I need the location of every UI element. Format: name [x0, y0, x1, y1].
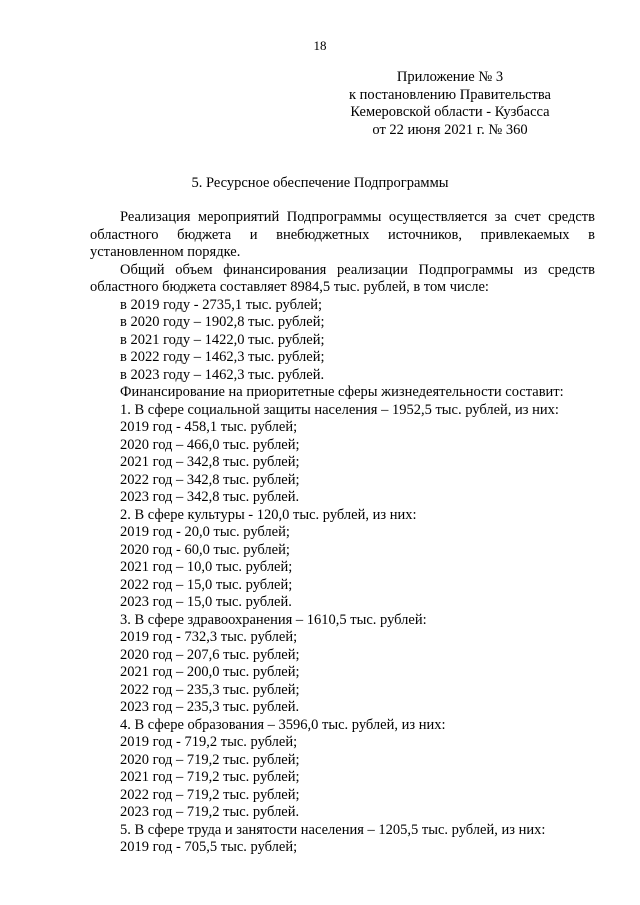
appendix-header: [315, 69, 585, 139]
appendix-line-1: Приложение № 3: [396, 69, 504, 85]
paragraph: Реализация мероприятий Подпрограммы осуществляется за счет средств областного бюджета и внебюджетных источников, привлекаемых в установленном порядке.: [90, 209, 595, 260]
text-line: 2019 год - 458,1 тыс. рублей;: [120, 419, 298, 435]
text-line: 2020 год – 207,6 тыс. рублей;: [120, 646, 300, 663]
appendix-line-3: Кемеровской области - Кузбасса: [350, 104, 550, 120]
text-line: 3. В сфере здравоохранения – 1610,5 тыс. рублей:: [120, 611, 427, 628]
text-line: 2021 год – 342,8 тыс. рублей;: [120, 454, 300, 470]
text-line: 2022 год – 15,0 тыс. рублей;: [120, 576, 293, 593]
text-line: 2021 год – 200,0 тыс. рублей;: [120, 664, 300, 680]
text-line: 2021 год – 719,2 тыс. рублей;: [120, 769, 300, 785]
text-line: 2. В сфере культуры - 120,0 тыс. рублей, из них:: [120, 506, 417, 523]
text-line: 1. В сфере социальной защиты населения – 1952,5 тыс. рублей, из них:: [120, 401, 559, 418]
text-line: 2019 год - 732,3 тыс. рублей;: [120, 629, 298, 645]
appendix-line-4: от 22 июня 2021 г. № 360: [372, 121, 528, 138]
text-line: 2020 год - 60,0 тыс. рублей;: [120, 541, 290, 558]
text-line: 2019 год - 20,0 тыс. рублей;: [120, 524, 290, 540]
text-line: 2019 год - 705,5 тыс. рублей;: [120, 839, 298, 855]
text-line: в 2020 году – 1902,8 тыс. рублей;: [120, 314, 325, 330]
text-line: в 2023 году – 1462,3 тыс. рублей.: [120, 366, 325, 383]
text-line: Финансирование на приоритетные сферы жизнедеятельности составит:: [120, 384, 564, 400]
text-line: 2020 год – 719,2 тыс. рублей;: [120, 751, 300, 768]
body-text: [90, 209, 595, 857]
text-line: 2023 год – 15,0 тыс. рублей.: [120, 594, 292, 610]
text-line: 5. В сфере труда и занятости населения – 1205,5 тыс. рублей, из них:: [120, 821, 546, 838]
text-line: 2021 год – 10,0 тыс. рублей;: [120, 559, 293, 575]
text-line: 2022 год – 342,8 тыс. рублей;: [120, 471, 300, 488]
text-line: 2020 год – 466,0 тыс. рублей;: [120, 436, 300, 453]
text-line: 2023 год – 342,8 тыс. рублей.: [120, 489, 300, 505]
text-line: 4. В сфере образования – 3596,0 тыс. рублей, из них:: [120, 716, 446, 733]
paragraph: Общий объем финансирования реализации Подпрограммы из средств областного бюджета составляет 8984,5 тыс. рублей, в том числе:: [90, 261, 595, 295]
text-line: 2022 год – 719,2 тыс. рублей;: [120, 786, 300, 803]
text-line: в 2021 году – 1422,0 тыс. рублей;: [120, 331, 325, 348]
appendix-line-2: к постановлению Правительства: [349, 86, 551, 103]
text-line: 2023 год – 719,2 тыс. рублей.: [120, 804, 300, 820]
text-line: в 2019 году - 2735,1 тыс. рублей;: [120, 296, 323, 313]
section-title: 5. Ресурсное обеспечение Подпрограммы: [191, 175, 449, 191]
page-number: 18: [313, 38, 327, 53]
text-line: 2022 год – 235,3 тыс. рублей;: [120, 681, 300, 698]
text-line: 2023 год – 235,3 тыс. рублей.: [120, 699, 300, 715]
text-line: 2019 год - 719,2 тыс. рублей;: [120, 734, 298, 750]
text-line: в 2022 году – 1462,3 тыс. рублей;: [120, 349, 325, 365]
